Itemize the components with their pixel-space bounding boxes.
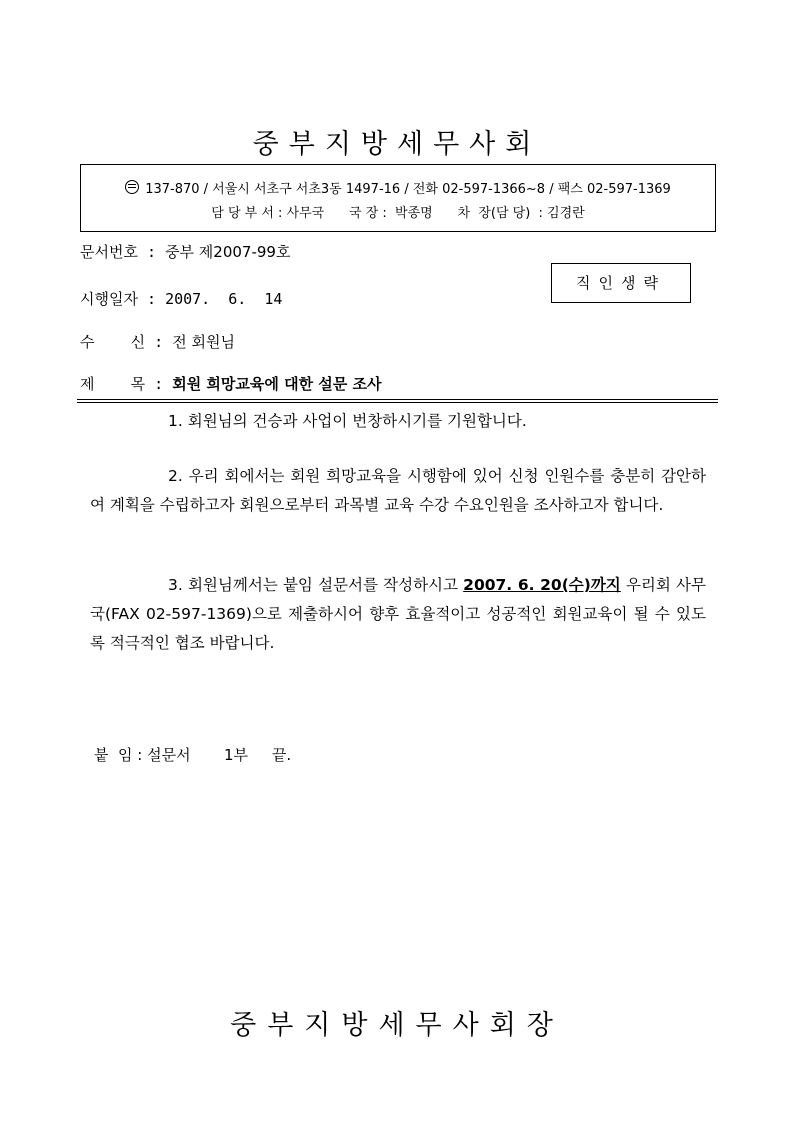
contact-person-line: 담 당 부 서 : 사무국 국 장 : 박종명 차 장(담 당) : 김경란: [211, 206, 585, 221]
body-paragraph-3: [90, 571, 706, 658]
issue-date-row: [80, 288, 282, 309]
paragraph-2-text: 2. 우리 회에서는 회원 희망교육을 시행함에 있어 신청 인원수를 충분히 감안하여 계획을 수립하고자 회원으로부터 과목별 교육 수강 수요인원을 조사하고자 합니다.: [90, 467, 706, 514]
organization-title: 중부지방세무사회: [252, 129, 542, 160]
document-number-value: 중부 제2007-99호: [165, 243, 291, 261]
paragraph-3-text-end: 우리회 사무국(FAX 02-597-1369)으로 제출하시어 향후 효율적이고 성공적인 회원교육이 될 수 있도록 적극적인 협조 바랍니다.: [90, 576, 706, 652]
issue-date-label: 시행일자 :: [80, 290, 166, 308]
document-number-label: 문서번호 :: [80, 243, 166, 261]
recipient-row: [80, 331, 235, 352]
document-number-row: [80, 241, 290, 262]
divider-line: [77, 399, 718, 400]
signer-title: 중부지방세무사회장: [230, 1010, 564, 1041]
subject-label: 제 목 :: [80, 375, 173, 393]
subject-value: 회원 희망교육에 대한 설문 조사: [172, 375, 382, 393]
attachment-item: 설문서 1부 끝.: [147, 746, 292, 764]
seal-omitted-box: 직인생략: [551, 263, 691, 303]
paragraph-3-text-start: 3. 회원님께서는 붙임 설문서를 작성하시고: [168, 576, 464, 594]
attachment-row: [94, 744, 291, 765]
body-paragraph-1: 1. 회원님의 건승과 사업이 번창하시기를 기원합니다.: [168, 412, 527, 430]
submission-deadline: 2007. 6. 20(수)까지: [463, 576, 621, 594]
body-paragraph-2: [90, 462, 706, 520]
address-box: [80, 164, 716, 232]
address-line: [81, 178, 715, 197]
issue-date-value: 2007. 6. 14: [165, 290, 283, 308]
subject-row: [80, 373, 381, 394]
recipient-label: 수 신 :: [80, 333, 173, 351]
divider-line: [77, 402, 718, 403]
attachment-label: 붙 임 :: [94, 746, 148, 764]
recipient-value: 전 회원님: [172, 333, 235, 351]
postal-mark-icon: [125, 180, 139, 194]
address-text: 137-870 / 서울시 서초구 서초3동 1497-16 / 전화 02-597-1366~8 / 팩스 02-597-1369: [145, 182, 671, 197]
